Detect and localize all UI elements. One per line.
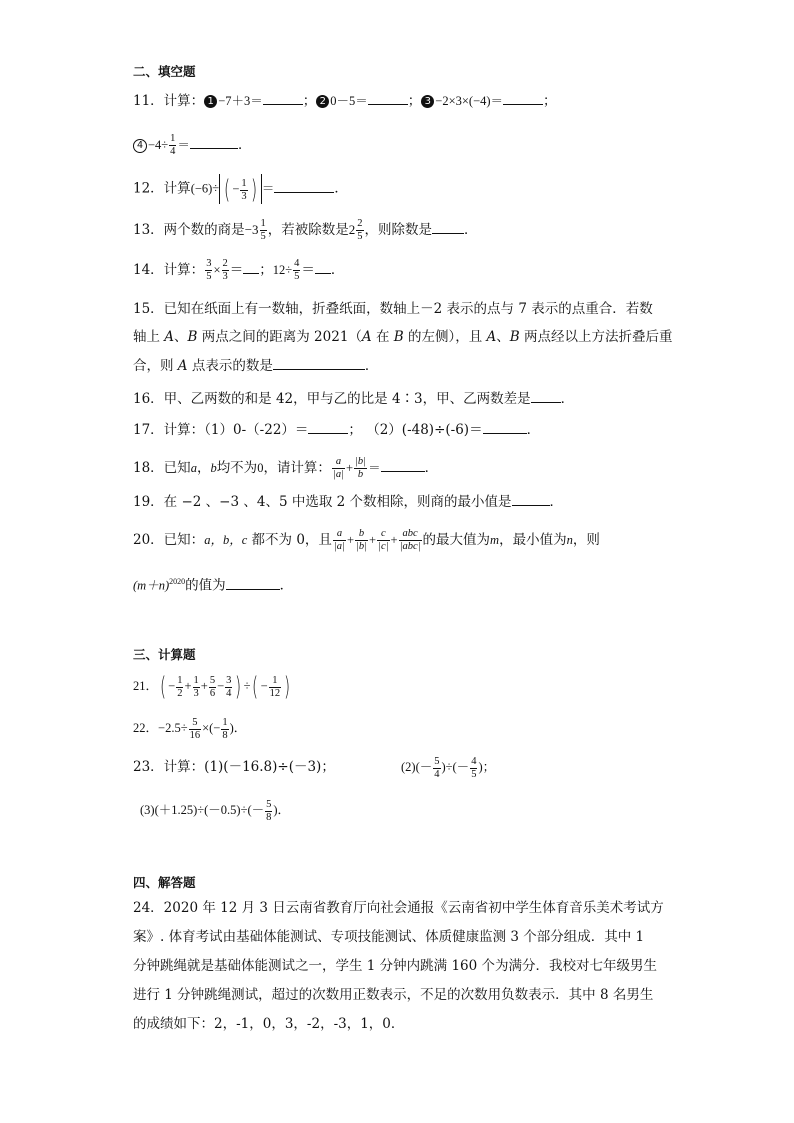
text: ，请计算：: [263, 460, 331, 476]
numerator: 1: [241, 177, 247, 189]
numerator: 3: [226, 674, 232, 686]
plus: +: [200, 679, 208, 693]
q13-text: ，若被除数是: [267, 222, 349, 238]
question-11: [133, 91, 557, 111]
text: 在: [371, 329, 394, 345]
numerator: 5: [434, 755, 440, 767]
numerator: 5: [189, 717, 202, 730]
circled-number-2: 2: [316, 95, 329, 108]
q19-text: 19．在 −2 、−3 、4、5 中选取 2 个数相除，则商的最小值是: [133, 494, 512, 510]
q16-text: 16．甲、乙两数的和是 42，甲与乙的比是 4∶3，甲、乙两数差是: [133, 391, 531, 407]
equals: ＝: [261, 181, 275, 196]
numerator: b: [355, 528, 368, 541]
q11-label: 11．计算：: [133, 93, 205, 109]
q14-expr: 12÷: [272, 263, 293, 277]
exponent: 2020: [169, 577, 186, 586]
answer-blank[interactable]: [263, 91, 303, 105]
mixed-whole: 2: [348, 222, 356, 237]
q12-expr: (−6)÷: [190, 181, 220, 196]
fraction: [293, 258, 300, 283]
question-15-line-2: [133, 327, 673, 347]
expr: (2)(－: [401, 760, 433, 774]
numerator: 1: [260, 218, 266, 229]
answer-blank[interactable]: [273, 356, 365, 370]
fraction: [205, 258, 212, 283]
var-a: A: [361, 329, 372, 345]
q13-text: ，则除数是: [364, 222, 433, 238]
question-24-line-3: 分钟跳绳就是基础体能测试之一，学生 1 分钟内跳满 160 个为满分．我校对七年级男生: [133, 958, 658, 974]
separator: ；: [259, 262, 273, 278]
denominator: |c|: [378, 541, 389, 552]
numerator: 1: [193, 674, 199, 686]
answer-blank[interactable]: [368, 91, 408, 105]
section-title-calc: 三、计算题: [133, 647, 196, 662]
var-a: A: [164, 329, 175, 345]
text: 都不为 0，且: [247, 532, 332, 548]
var-m: m: [490, 533, 500, 547]
text: 、: [174, 329, 188, 345]
q12-label: 12．计算: [133, 180, 191, 197]
left-paren: (: [252, 672, 259, 703]
denominator: 4: [226, 687, 232, 699]
denominator: 2: [177, 687, 183, 699]
text: 均不为: [216, 460, 258, 476]
q11-expr-4: −4÷: [148, 138, 169, 152]
question-24-line-1: 24．2020 年 12 月 3 日云南省教育厅向社会通报《云南省初中学生体育音乐美术考试方: [133, 900, 664, 916]
fraction: [355, 528, 368, 553]
numerator: abc: [399, 528, 422, 541]
text: 的值为: [185, 577, 226, 594]
answer-blank[interactable]: [531, 389, 561, 403]
var-a: A: [486, 329, 497, 345]
divide: ÷: [243, 679, 251, 693]
denominator: |a|: [333, 541, 345, 552]
denominator: b: [357, 469, 364, 480]
denominator: 3: [222, 271, 228, 282]
denominator: 16: [189, 729, 201, 741]
question-20-line-2: [133, 572, 293, 596]
times: ×: [213, 263, 221, 277]
text: 18．已知: [133, 460, 191, 476]
fraction: [470, 756, 477, 781]
minus-sign: −: [232, 182, 240, 196]
q17-text: ； （2）(-48)÷(-6)＝: [348, 422, 483, 438]
expr: )；: [478, 760, 496, 774]
equals: ＝: [177, 138, 190, 152]
numerator: 5: [266, 798, 272, 810]
question-13: [133, 218, 478, 243]
fraction: [176, 675, 183, 700]
denominator: 5: [357, 231, 363, 242]
fraction: [399, 528, 422, 553]
text: ，最小值为: [499, 532, 567, 548]
plus: +: [369, 533, 377, 547]
var-b: b: [210, 461, 217, 475]
q11-expr-2: 0－5＝: [330, 94, 368, 108]
question-16: [133, 389, 574, 409]
numerator: 5: [209, 674, 216, 686]
denominator: 5: [294, 271, 300, 282]
answer-blank[interactable]: [226, 576, 280, 590]
period: ．: [330, 262, 345, 278]
fraction: [193, 675, 200, 700]
answer-blank[interactable]: [190, 135, 238, 149]
equals: ＝: [368, 461, 381, 475]
right-paren: ): [250, 175, 257, 205]
q17-text: 17．计算：（1）0-（-22）＝: [133, 422, 309, 438]
q14-label: 14．计算：: [133, 262, 205, 278]
period: ．: [364, 358, 379, 374]
plus: +: [346, 533, 355, 547]
answer-blank[interactable]: [381, 458, 425, 472]
text: ，则: [572, 532, 600, 548]
separator: ；: [543, 93, 557, 109]
q22-label: 22．: [133, 721, 159, 735]
question-14: [133, 258, 344, 283]
answer-blank[interactable]: [432, 220, 464, 234]
question-22: [133, 713, 246, 743]
text: 两点经以上方法折叠后重: [519, 329, 673, 345]
denominator: 5: [206, 271, 212, 282]
minus: −: [168, 679, 176, 693]
text: 20．已知：: [133, 532, 205, 548]
denominator: |a|: [332, 469, 344, 480]
plus: +: [390, 533, 398, 547]
denominator: 12: [269, 687, 281, 699]
question-23-part-1: 23．计算：(1)(－16.8)÷(－3)；: [133, 759, 335, 775]
period: ．: [237, 137, 252, 153]
fraction: [260, 218, 267, 243]
question-24-line-2: 案》. 体育考试由基础体能测试、专项技能测试、体质健康监测 3 个部分组成．其中 1: [133, 929, 645, 945]
variables: a，b，c: [204, 533, 248, 547]
denominator: |b|: [356, 541, 368, 552]
question-15-line-3: [133, 356, 378, 376]
expr: )．: [229, 721, 247, 735]
text: 的最大值为: [422, 532, 491, 548]
circled-number-1: 1: [204, 95, 217, 108]
fraction: [354, 456, 367, 481]
fraction: [240, 178, 247, 203]
minus: −: [217, 679, 225, 693]
fraction: [433, 756, 440, 781]
question-23-part-2: [401, 752, 495, 782]
question-17: [133, 420, 540, 440]
plus: +: [345, 461, 354, 475]
period: ．: [560, 391, 575, 407]
fraction: [269, 675, 282, 700]
question-23-part-3: [140, 795, 290, 825]
numerator: |b|: [355, 456, 367, 467]
expr: )．: [273, 803, 291, 817]
q11-expr-1: −7＋3＝: [218, 94, 263, 108]
text: 、: [496, 329, 510, 345]
zero: 0: [257, 461, 264, 475]
equals: ＝: [301, 262, 315, 278]
var-b: B: [187, 329, 198, 345]
fraction: [225, 675, 232, 700]
fraction: [209, 675, 216, 700]
denominator: 6: [209, 687, 216, 699]
numerator: 4: [471, 755, 477, 767]
period: ．: [279, 577, 294, 594]
denominator: 8: [266, 811, 272, 823]
fraction: [265, 799, 272, 824]
q13-label: 13．两个数的商是: [133, 222, 245, 238]
expr: (3)(＋1.25)÷(－0.5)÷(－: [140, 803, 265, 817]
numerator: 2: [357, 218, 363, 229]
fraction: [221, 717, 228, 742]
mixed-whole: −3: [244, 222, 259, 237]
absolute-value: [219, 174, 262, 204]
numerator: 1: [170, 133, 176, 144]
separator: ；: [407, 93, 422, 109]
question-12: [133, 174, 348, 204]
question-15-line-1: 15．已知在纸面上有一数轴，折叠纸面，数轴上－2 表示的点与 7 表示的点重合．若数: [133, 301, 653, 317]
minus: −: [260, 679, 268, 693]
circled-number-4: 4: [133, 139, 147, 153]
separator: ；: [302, 93, 317, 109]
denominator: |abc|: [399, 541, 421, 552]
var-n: n: [566, 533, 573, 547]
denominator: 4: [170, 146, 176, 157]
expr: (m＋n): [133, 578, 170, 593]
period: ．: [424, 460, 439, 476]
numerator: 4: [294, 258, 300, 269]
period: ．: [464, 222, 478, 238]
fraction: [377, 528, 389, 553]
period: ．: [334, 180, 348, 197]
text: 点表示的数是: [187, 358, 273, 374]
text: 轴上: [133, 329, 165, 345]
expr: ×(−: [202, 721, 221, 735]
var-a: a: [190, 461, 197, 475]
period: ．: [549, 494, 563, 510]
answer-blank[interactable]: [483, 420, 527, 434]
fraction: [332, 456, 345, 481]
numerator: 3: [206, 258, 212, 269]
question-19: [133, 492, 563, 512]
circled-number-3: 3: [421, 95, 434, 108]
numerator: a: [332, 456, 345, 469]
answer-blank[interactable]: [274, 179, 334, 193]
numerator: c: [377, 528, 389, 541]
answer-blank[interactable]: [308, 420, 348, 434]
q21-label: 21．: [133, 679, 159, 693]
right-paren: ): [235, 672, 242, 703]
plus: +: [184, 679, 192, 693]
text: 合，则: [133, 358, 178, 374]
numerator: 1: [269, 675, 282, 688]
answer-blank[interactable]: [243, 260, 259, 274]
question-24-line-5: 的成绩如下：2，-1，0，3，-2，-3，1，0．: [133, 1016, 405, 1032]
numerator: 1: [177, 674, 183, 686]
text: 两点之间的距离为 2021（: [197, 329, 362, 345]
fraction: [222, 258, 229, 283]
var-b: B: [509, 329, 520, 345]
answer-blank[interactable]: [512, 492, 550, 506]
var-a: A: [177, 358, 188, 374]
denominator: 5: [260, 231, 266, 242]
fraction: [333, 528, 346, 553]
numerator: a: [333, 528, 346, 541]
denominator: 3: [193, 687, 199, 699]
denominator: 4: [434, 768, 440, 780]
var-b: B: [393, 329, 404, 345]
denominator: 8: [222, 729, 228, 741]
fraction: [356, 218, 363, 243]
answer-blank[interactable]: [503, 91, 543, 105]
left-paren: (: [224, 175, 231, 205]
equals: ＝: [229, 262, 244, 278]
q11-expr-3: −2×3×(−4)＝: [435, 94, 504, 108]
left-paren: (: [160, 672, 167, 703]
answer-blank[interactable]: [315, 260, 331, 274]
numerator: 2: [222, 258, 228, 269]
text: ，: [196, 460, 211, 476]
text: 的左侧），且: [403, 329, 487, 345]
denominator: 5: [471, 768, 477, 780]
expr: )÷(－: [441, 760, 470, 774]
period: ．: [526, 422, 541, 438]
section-title-solve: 四、解答题: [133, 875, 196, 890]
expr: −2.5÷: [158, 721, 188, 735]
fraction: [189, 717, 202, 742]
question-11-part-4: [133, 133, 251, 158]
question-24-line-4: 进行 1 分钟跳绳测试，超过的次数用正数表示，不足的次数用负数表示．其中 8 名男生: [133, 987, 654, 1003]
question-21: [133, 670, 292, 702]
denominator: 3: [241, 190, 247, 202]
question-20: [133, 528, 600, 553]
question-18: [133, 456, 438, 481]
fraction: [169, 133, 176, 158]
right-paren: ): [284, 672, 291, 703]
section-title-fill: 二、填空题: [133, 64, 196, 79]
numerator: 1: [222, 716, 228, 728]
